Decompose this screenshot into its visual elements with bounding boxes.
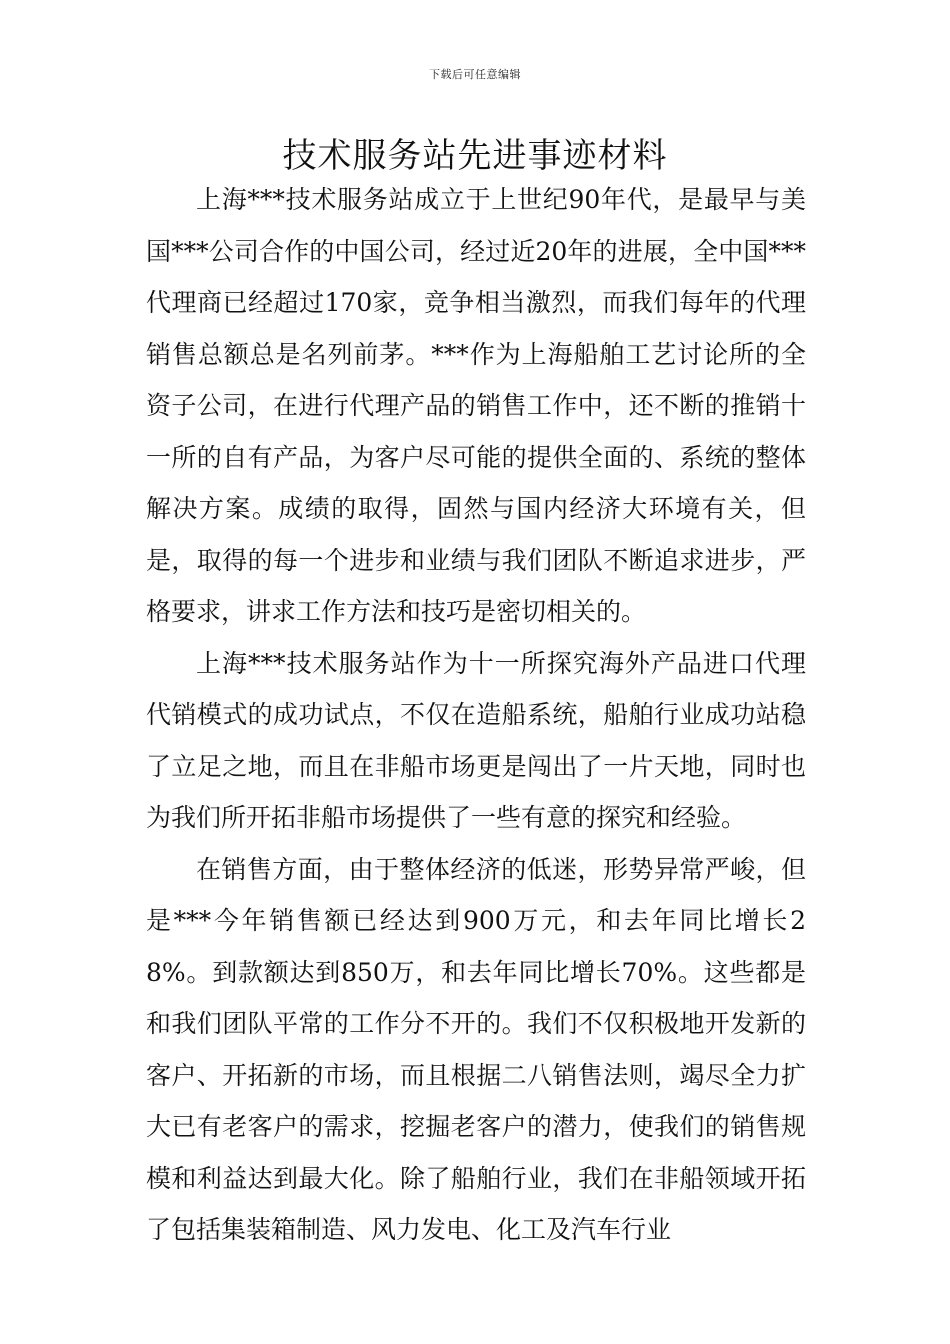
paragraph-2: 上海***技术服务站作为十一所探究海外产品进口代理代销模式的成功试点，不仅在造船系统，船舶行业成功站稳了立足之地，而且在非船市场更是闯出了一片天地，同时也为我们所开拓非船市场提供了一些有意的探究和经验。 bbox=[146, 648, 806, 832]
document-title: 技术服务站先进事迹材料 bbox=[282, 136, 668, 176]
document-body bbox=[146, 174, 806, 1256]
paragraph-3: 在销售方面，由于整体经济的低迷，形势异常严峻，但是***今年销售额已经达到900万元，和去年同比增长28%。到款额达到850万，和去年同比增长70%。这些都是和我们团队平常的工作分不开的。我们不仅积极地开发新的客户、开拓新的市场，而且根据二八销售法则，竭尽全力扩大已有老客户的需求，挖掘老客户的潜力，使我们的销售规模和利益达到最大化。除了船舶行业，我们在非船领域开拓了包括集装箱制造、风力发电、化工及汽车行业 bbox=[146, 854, 806, 1244]
paragraph-1: 上海***技术服务站成立于上世纪90年代，是最早与美国***公司合作的中国公司，经过近20年的进展，全中国***代理商已经超过170家，竞争相当激烈，而我们每年的代理销售总额总是名列前茅。***作为上海船舶工艺讨论所的全资子公司，在进行代理产品的销售工作中，还不断的推销十一所的自有产品，为客户尽可能的提供全面的、系统的整体解决方案。成绩的取得，固然与国内经济大环境有关，但是，取得的每一个进步和业绩与我们团队不断追求进步，严格要求，讲求工作方法和技巧是密切相关的。 bbox=[146, 185, 806, 626]
header-note: 下载后可任意编辑 bbox=[429, 68, 521, 81]
